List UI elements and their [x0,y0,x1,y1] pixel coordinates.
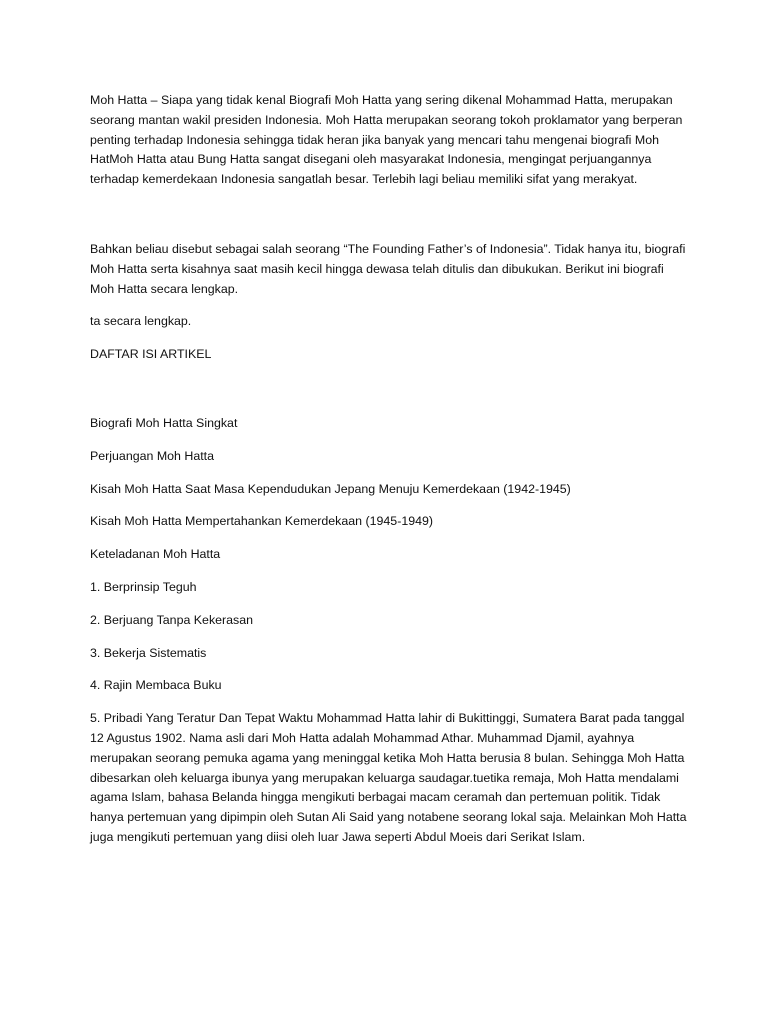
toc-item: 4. Rajin Membaca Buku [90,678,222,693]
toc-item: Keteladanan Moh Hatta [90,547,221,562]
toc-heading: DAFTAR ISI ARTIKEL [90,347,212,362]
toc-item: Perjuangan Moh Hatta [90,448,214,463]
toc-item: Kisah Moh Hatta Saat Masa Kependudukan Jepang Menuju Kemerdekaan (1942-1945) [90,481,571,496]
toc-item: 1. Berprinsip Teguh [90,579,197,594]
biography-paragraph: 5. Pribadi Yang Teratur Dan Tepat Waktu Mohammad Hatta lahir di Bukittinggi, Sumatera Barat pada tanggal 12 Agustus 1902. Nama asli dari Moh Hatta adalah Mohammad Athar. Muhammad Djamil, ayahnya merupakan seorang pemuka agama yang meninggal ketika Moh Hatta berusia 8 bulan. Sehingga Moh Hatta dibesarkan oleh keluarga ibunya yang merupakan keluarga saudagar.tuetika remaja, Moh Hatta mendalami agama Islam, bahasa Belanda hingga mengikuti berbagai macam ceramah dan pertemuan politik. Tidak hanya pertemuan yang dipimpin oleh Sutan Ali Said yang notabene seorang lokal saja. Melainkan Moh Hatta juga mengikuti pertemuan yang diisi oleh luar Jawa seperti Abdul Moeis dari Serikat Islam. [90,711,687,844]
second-paragraph: Bahkan beliau disebut sebagai salah seorang “The Founding Father’s of Indonesia”. Tidak hanya itu, biografi Moh Hatta serta kisahnya saat masih kecil hingga dewasa telah ditulis dan dibukukan. Berikut ini biografi Moh Hatta secara lengkap. [90,241,686,296]
fragment-paragraph: ta secara lengkap. [90,314,192,329]
toc-item: 3. Bekerja Sistematis [90,645,207,660]
document-body [90,91,690,848]
toc-item: Biografi Moh Hatta Singkat [90,415,238,430]
toc-item: Kisah Moh Hatta Mempertahankan Kemerdekaan (1945-1949) [90,514,434,529]
toc-item: 2. Berjuang Tanpa Kekerasan [90,612,254,627]
intro-paragraph: Moh Hatta – Siapa yang tidak kenal Biografi Moh Hatta yang sering dikenal Mohammad Hatta, merupakan seorang mantan wakil presiden Indonesia. Moh Hatta merupakan seorang tokoh proklamator yang berperan penting terhadap Indonesia sehingga tidak heran jika banyak yang mencari tahu mengenai biografi Moh HatMoh Hatta atau Bung Hatta sangat disegani oleh masyarakat Indonesia, mengingat perjuangannya terhadap kemerdekaan Indonesia sangatlah besar. Terlebih lagi beliau memiliki sifat yang merakyat. [90,93,683,187]
